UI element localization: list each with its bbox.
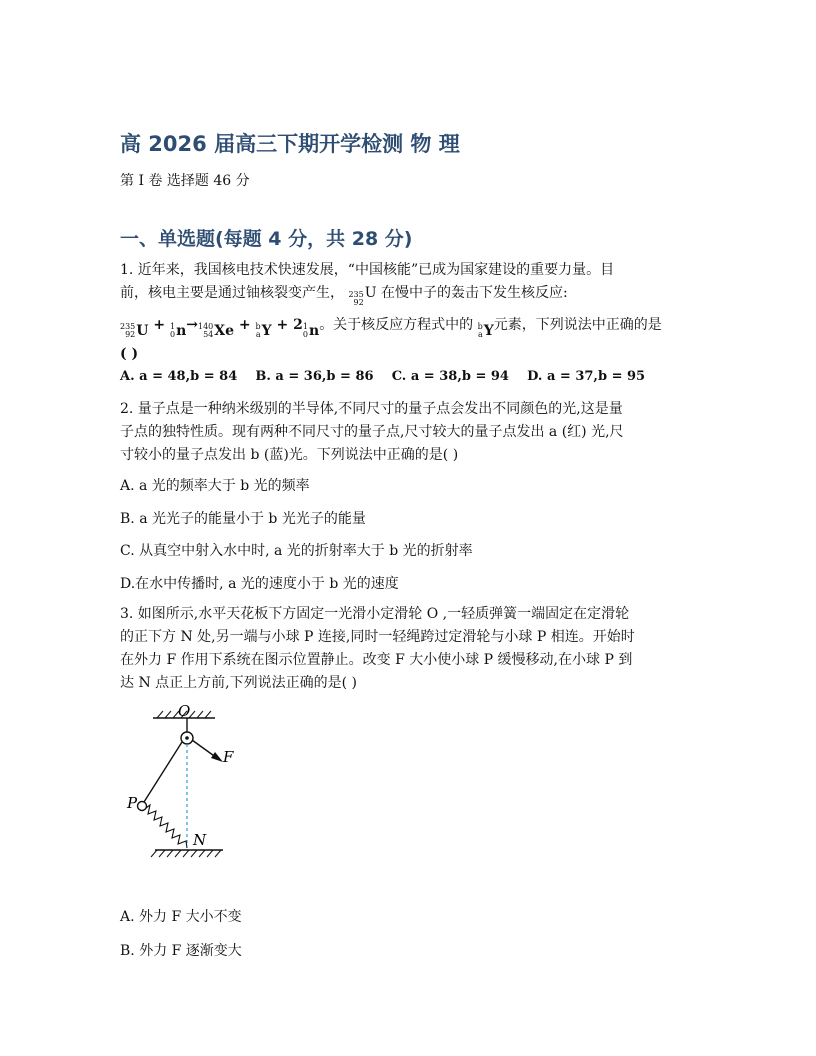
label-f: F [223, 748, 234, 766]
page-title: 高 2026 届高三下期开学检测 物 理 [120, 132, 460, 156]
q3-line1: 3. 如图所示,水平天花板下方固定一光滑小定滑轮 O ,一轻质弹簧一端固定在定滑轮 [120, 606, 630, 622]
question-3 [120, 603, 700, 695]
q2-option-d[interactable]: D.在水中传播时, a 光的速度小于 b 光的速度 [120, 576, 399, 592]
q3-option-b[interactable]: B. 外力 F 逐渐变大 [120, 943, 242, 959]
question-2 [120, 398, 700, 467]
q1-answer-brackets: ( ) [120, 345, 139, 362]
q2-line1: 2. 量子点是一种纳米级别的半导体,不同尺寸的量子点会发出不同颜色的光,这是量 [120, 401, 623, 417]
spring [146, 805, 187, 848]
q1-option-d[interactable]: D. a = 37,b = 95 [527, 369, 646, 384]
q3-line2: 的正下方 N 处,另一端与小球 P 连接,同时一轻绳跨过定滑轮与小球 P 相连。开始时 [120, 629, 635, 645]
section-heading: 一、单选题(每题 4 分，共 28 分) [120, 228, 413, 250]
q2-option-b[interactable]: B. a 光光子的能量小于 b 光光子的能量 [120, 511, 366, 527]
q1-equation-line [120, 314, 700, 366]
q1-options [120, 369, 659, 384]
q2-option-c[interactable]: C. 从真空中射入水中时, a 光的折射率大于 b 光的折射率 [120, 543, 473, 559]
nuclear-equation: 235 92 U + 1 0 n → 140 54 Xe + b a Y + 2 1 0 n 。关于核反应方程式中的 b a Y 元素，下列说法中正确的是 [120, 317, 662, 339]
q2-line3: 寸较小的量子点发出 b (蓝)光。下列说法中正确的是( ) [120, 447, 459, 463]
q1-line2: 前，核电主要是通过铀核裂变产生， 235 92 U 在慢中子的轰击下发生核反应: [120, 285, 568, 307]
pulley-axle [185, 736, 189, 740]
pulley-spring-figure [115, 700, 255, 870]
uranium-nuclide: 235 92 [348, 290, 364, 307]
question-1 [120, 259, 700, 307]
label-n: N [193, 831, 207, 849]
q2-option-a[interactable]: A. a 光的频率大于 b 光的频率 [120, 478, 310, 494]
q2-line2: 子点的独特性质。现有两种不同尺寸的量子点,尺寸较大的量子点发出 a (红) 光,尺 [120, 424, 624, 440]
force-arrow-head [211, 752, 223, 762]
q1-option-a[interactable]: A. a = 48,b = 84 [120, 369, 238, 384]
part-heading: 第 I 卷 选择题 46 分 [120, 173, 250, 189]
q1-line1: 1. 近年来，我国核电技术快速发展，“中国核能”已成为国家建设的重要力量。目 [120, 262, 615, 278]
q3-line3: 在外力 F 作用下系统在图示位置静止。改变 F 大小使小球 P 缓慢移动,在小球 P 到 [120, 652, 633, 668]
rope [144, 742, 182, 802]
q1-option-c[interactable]: C. a = 38,b = 94 [391, 369, 509, 384]
q1-option-b[interactable]: B. a = 36,b = 86 [255, 369, 374, 384]
label-o: O [178, 702, 191, 720]
q3-line4: 达 N 点正上方前,下列说法正确的是( ) [120, 675, 357, 691]
ball-p [138, 802, 147, 811]
label-p: P [127, 794, 138, 812]
floor-hatching [151, 850, 221, 857]
q3-option-a[interactable]: A. 外力 F 大小不变 [120, 909, 242, 925]
